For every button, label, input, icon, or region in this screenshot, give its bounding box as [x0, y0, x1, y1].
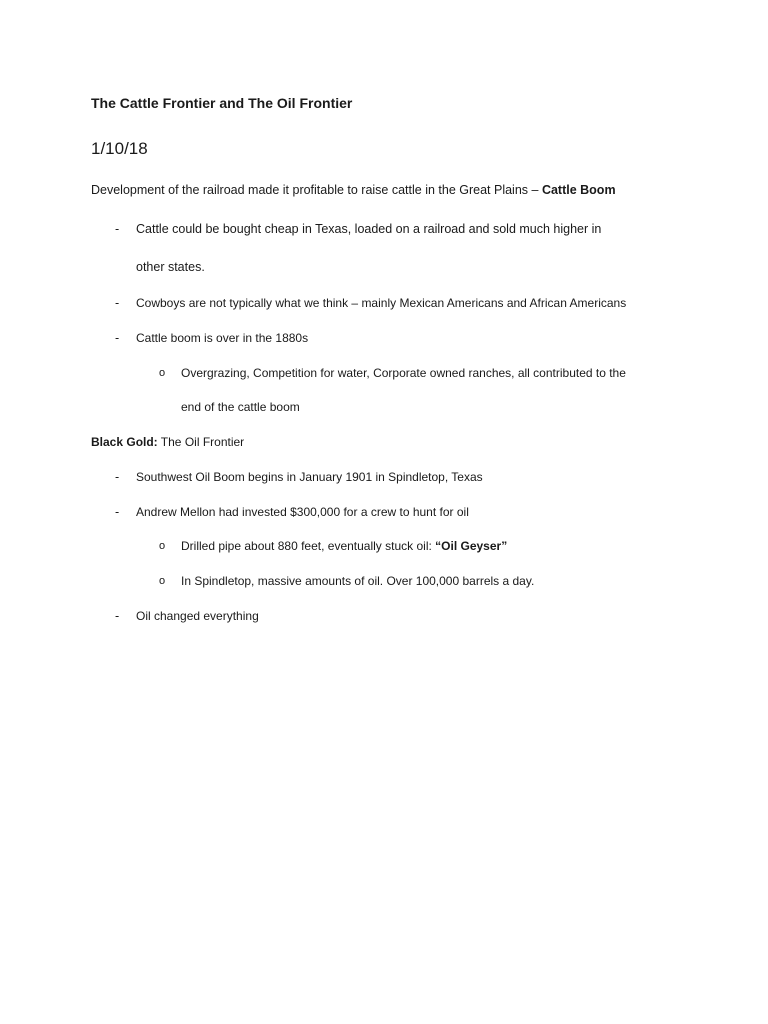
- bullet-andrew-mellon: Andrew Mellon had invested $300,000 for a crew to hunt for oil: [136, 505, 469, 519]
- sub-bullet-marker: o: [159, 540, 166, 552]
- sub-bullet-overgrazing-line1: Overgrazing, Competition for water, Corporate owned ranches, all contributed to the: [181, 366, 626, 380]
- bullet-southwest-oil-boom: Southwest Oil Boom begins in January 1901 in Spindletop, Texas: [136, 470, 483, 484]
- bullet-dash-marker: -: [115, 609, 120, 623]
- sub-bullet-drilled-pipe: [181, 539, 507, 553]
- bullet-dash-marker: -: [115, 331, 120, 345]
- sub-bullet-spindletop-barrels: In Spindletop, massive amounts of oil. Over 100,000 barrels a day.: [181, 574, 535, 588]
- intro-text: Development of the railroad made it profitable to raise cattle in the Great Plains –: [91, 183, 542, 197]
- bullet-dash-marker: -: [115, 222, 120, 236]
- bullet-cattle-boom-over: Cattle boom is over in the 1880s: [136, 331, 309, 345]
- bullet-cattle-cheap-line2: other states.: [136, 260, 205, 274]
- section-heading-oil-frontier: [91, 435, 244, 449]
- intro-bold-term: Cattle Boom: [541, 183, 616, 197]
- bullet-oil-changed-everything: Oil changed everything: [136, 609, 259, 623]
- sub-bullet-marker: o: [159, 367, 166, 379]
- heading-bold-part: Black Gold:: [91, 435, 158, 449]
- drilled-pipe-text: Drilled pipe about 880 feet, eventually stuck oil:: [181, 539, 436, 553]
- document-date: 1/10/18: [91, 139, 148, 158]
- bullet-dash-marker: -: [115, 470, 120, 484]
- bullet-dash-marker: -: [115, 296, 120, 310]
- bullet-cattle-cheap-line1: Cattle could be bought cheap in Texas, loaded on a railroad and sold much higher in: [136, 222, 602, 236]
- sub-bullet-marker: o: [159, 575, 166, 587]
- sub-bullet-overgrazing-line2: end of the cattle boom: [181, 400, 300, 414]
- intro-paragraph: [91, 183, 616, 197]
- oil-geyser-term: “Oil Geyser”: [435, 539, 508, 553]
- page-title: The Cattle Frontier and The Oil Frontier: [91, 95, 353, 111]
- bullet-dash-marker: -: [115, 505, 120, 519]
- bullet-cowboys: Cowboys are not typically what we think – mainly Mexican Americans and African Americans: [136, 296, 627, 310]
- heading-rest-part: The Oil Frontier: [157, 435, 245, 449]
